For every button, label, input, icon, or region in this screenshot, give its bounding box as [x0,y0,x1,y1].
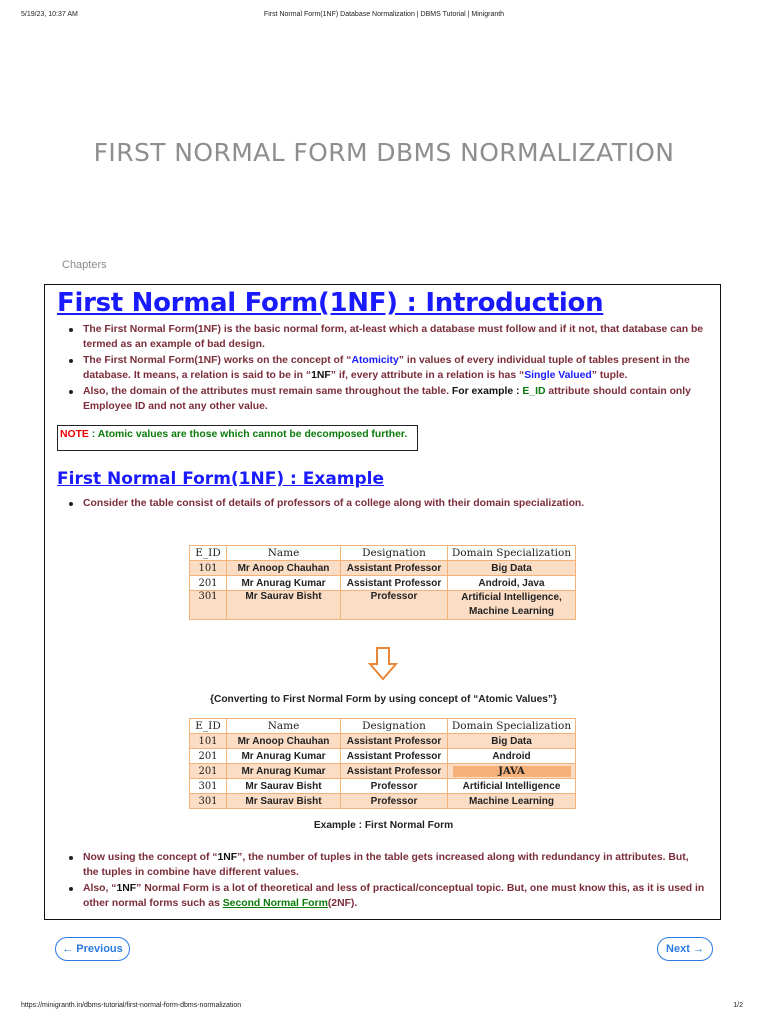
converting-caption: {Converting to First Normal Form by using concept of “Atomic Values”} [210,694,557,705]
note-box: NOTE : Atomic values are those which cannot be decomposed further. [57,425,418,451]
list-item: Consider the table consist of details of professors of a college along with their domain specialization. [57,496,705,511]
table-row: 201 Mr Anurag Kumar Assistant Professor Android, Java [190,576,576,591]
print-url: https://minigranth.in/dbms-tutorial/first-normal-form-dbms-normalization [21,1002,242,1009]
example-heading[interactable]: First Normal Form(1NF) : Example [57,469,385,489]
example-caption: Example : First Normal Form [313,820,454,831]
list-item: Also, “1NF” Normal Form is a lot of theoretical and less of practical/conceptual topic. But, one must know this, as it is used in other normal forms such as Second Normal Form(2NF). [57,881,705,912]
table-before [189,545,576,620]
table-row: 301 Mr Saurav Bisht Professor Machine Learning [190,794,576,809]
intro-heading[interactable]: First Normal Form(1NF) : Introduction [57,288,604,318]
second-normal-form-link[interactable]: Second Normal Form [222,898,328,910]
example-list [57,496,705,511]
list-item: The First Normal Form(1NF) is the basic normal form, at-least which a database must follow and if it not, that database can be termed as an example of bad design. [57,322,705,353]
table-row: 301 Mr Saurav Bisht Professor Artificial Intelligence [190,779,576,794]
note-text: Atomic values are those which cannot be decomposed further. [97,429,408,440]
intro-list [57,322,705,414]
table-row: 201 Mr Anurag Kumar Assistant Professor Android [190,749,576,764]
table-header: E_ID [190,546,227,561]
table-row: 101 Mr Anoop Chauhan Assistant Professor Big Data [190,734,576,749]
down-arrow-icon [367,646,399,682]
next-button[interactable]: Next → [657,937,713,961]
table-after [189,718,576,809]
table-header: Designation [341,719,448,734]
list-item: Also, the domain of the attributes must remain same throughout the table. For example : E_ID attribute should contain only Employee ID and not any other value. [57,384,705,415]
print-title: First Normal Form(1NF) Database Normalization | DBMS Tutorial | Minigranth [263,11,505,18]
table-header: Designation [341,546,448,561]
content-box [44,284,721,920]
table-header: Name [227,719,341,734]
after-list [57,850,705,912]
page-title: FIRST NORMAL FORM DBMS NORMALIZATION [93,138,675,167]
table-header: E_ID [190,719,227,734]
chapters-link[interactable]: Chapters [62,259,107,271]
print-page-number: 1/2 [733,1002,743,1009]
list-item: The First Normal Form(1NF) works on the concept of “Atomicity” in values of every individual tuple of tables present in the database. It means, a relation is said to be in “1NF” if, every attribute in a relation is has “Single Valued” tuple. [57,353,705,384]
table-row: 201 Mr Anurag Kumar Assistant Professor JAVA [190,764,576,779]
table-header: Name [227,546,341,561]
print-date: 5/19/23, 10:37 AM [21,11,78,18]
table-row: 101 Mr Anoop Chauhan Assistant Professor Big Data [190,561,576,576]
list-item: Now using the concept of “1NF”, the number of tuples in the table gets increased along with redundancy in attributes. But, the tuples in combine have different values. [57,850,705,881]
note-key: NOTE [60,429,89,440]
table-header: Domain Specialization [448,546,576,561]
previous-button[interactable]: ← Previous [55,937,130,961]
highlighted-cell: JAVA [453,766,571,777]
table-header: Domain Specialization [448,719,576,734]
table-row: 301 Mr Saurav Bisht Professor Artificial Intelligence, Machine Learning [190,591,576,620]
